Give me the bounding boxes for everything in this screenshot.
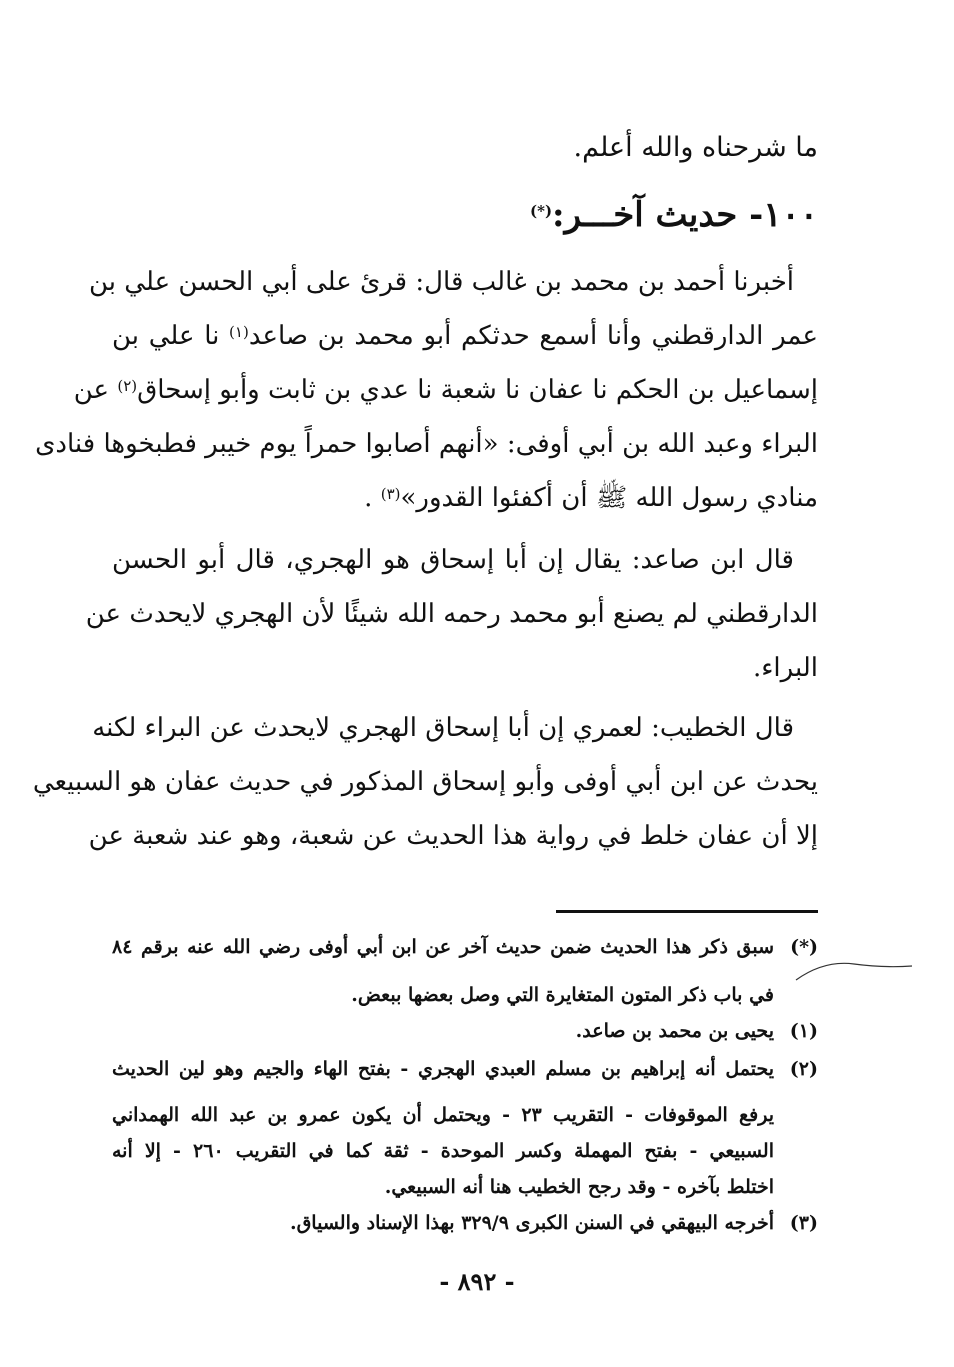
paragraph-1-line-2: عمر الدارقطني وأنا أسمع حدثكم أبو محمد بن صاعد$^{(١)}$ نا علي بن <box>112 321 818 351</box>
footnote-star-marker: (*) <box>790 936 818 958</box>
footnote-ref-2: (٢) <box>117 377 138 395</box>
page-number: - ٨٩٢ - <box>439 1267 515 1296</box>
footnote-2-line-1: (٢)يحتمل أنه إبراهيم بن مسلم العبدي الهجري - بفتح الهاء والجيم وهو لين الحديث <box>112 1054 818 1084</box>
footnote-2-line-4: اختلط بآخره - وقد رجح الخطيب هنا أنه السبيعي. <box>384 1176 774 1198</box>
paragraph-1-line-1: أخبرنا أحمد بن محمد بن غالب قال: قرئ على أبي الحسن علي بن <box>89 267 794 297</box>
footnote-2-line-2: يرفع الموقوفات - التقريب ٢٣ - ويحتمل أن يكون عمرو بن عبد الله الهمداني <box>112 1104 774 1126</box>
paragraph-1-line-4: البراء وعبد الله بن أبي أوفى: «أنهم أصابوا حمراً يوم خيبر فطبخوها فنادى <box>35 429 818 459</box>
paragraph-2-line-1: قال ابن صاعد: يقال إن أبا إسحاق هو الهجري، قال أبو الحسن <box>112 545 794 575</box>
paragraph-2-line-2: الدارقطني لم يصنع أبو محمد رحمه الله شيئًا لأن الهجري لايحدث عن <box>85 599 818 629</box>
footnote-3: (٣)أخرجه البيهقي في السنن الكبرى ٣٢٩/٩ بهذا الإسناد والسياق. <box>112 1208 818 1238</box>
footnote-star-line-1: (*)سبق ذكر هذا الحديث ضمن حديث آخر عن ابن أبي أوفى رضي الله عنه برقم ٨٤ <box>112 932 818 962</box>
paragraph-1-line-3: إسماعيل بن الحكم نا عفان نا شعبة نا عدي بن ثابت وأبو إسحاق$^{(٢)}$ عن <box>73 375 818 405</box>
footnote-3-marker: (٣) <box>789 1212 818 1234</box>
footnote-1-marker: (١) <box>789 1020 818 1042</box>
footnote-2-marker: (٢) <box>789 1058 818 1080</box>
paragraph-1-line-5: منادي رسول الله ﷺ أن أكفئوا القدور»$^{(٣)}$ . <box>364 483 818 513</box>
opening-line: ما شرحناه والله أعلم. <box>573 132 818 163</box>
footnote-ref-3: (٣) <box>380 485 401 503</box>
paragraph-3-line-2: يحدث عن ابن أبي أوفى وأبو إسحاق المذكور في حديث عفان هو السبيعي <box>32 767 818 797</box>
footnote-separator <box>556 910 818 913</box>
paragraph-2-line-3: البراء. <box>752 653 818 683</box>
paragraph-3-line-3: إلا أن عفان خلط في رواية هذا الحديث عن شعبة، وهو عند شعبة عن <box>88 821 818 851</box>
footnote-star-line-2: في باب ذكر المتون المتغايرة التي وصل بعضها ببعض. <box>351 984 774 1006</box>
paragraph-3-line-1: قال الخطيب: لعمري إن أبا إسحاق الهجري لايحدث عن البراء لكنه <box>92 713 794 743</box>
heading-footnote-marker: (*) <box>530 202 553 220</box>
footnote-1: (١)يحيى بن محمد بن صاعد. <box>112 1016 818 1046</box>
section-heading: ١٠٠- حديث آخـــر:(*) <box>530 195 818 235</box>
footnote-ref-1: (١) <box>229 323 249 341</box>
footnote-2-line-3: السبيعي - بفتح المهملة وكسر الموحدة - ثقة كما في التقريب ٢٦٠ - إلا أنه <box>112 1140 774 1162</box>
